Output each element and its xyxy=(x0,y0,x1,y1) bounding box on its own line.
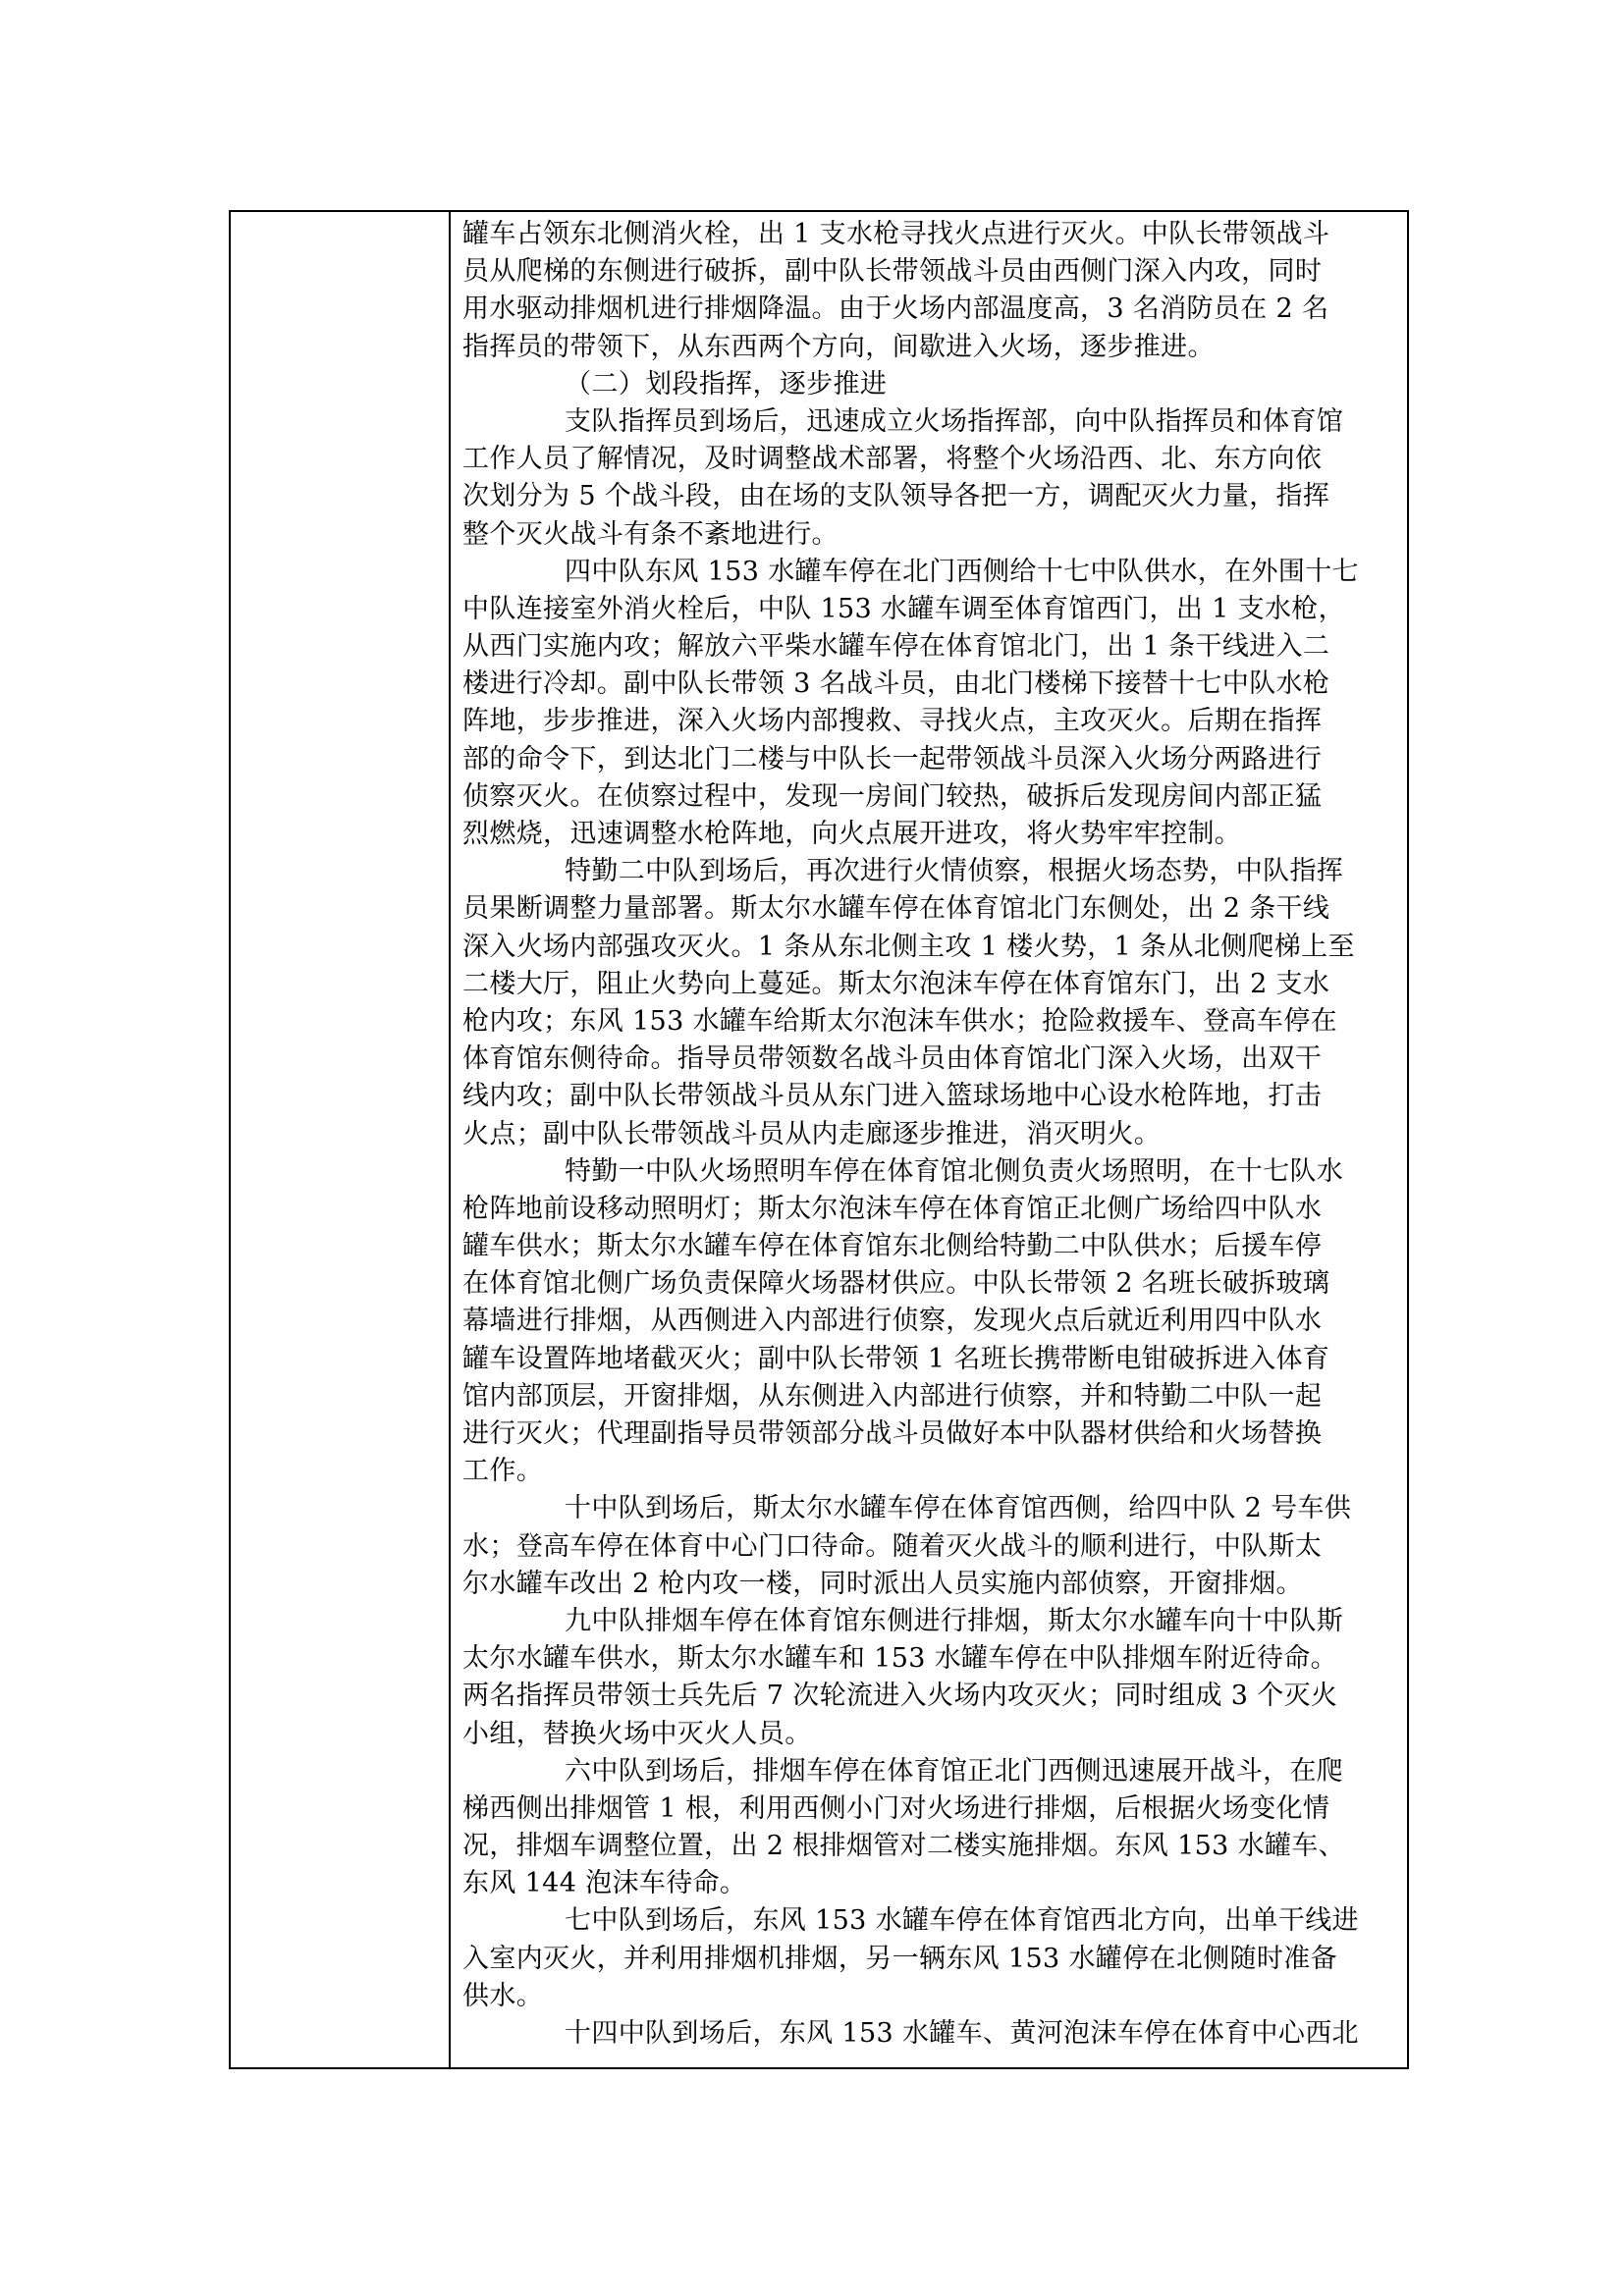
paragraph-first-line: 六中队到场后，排烟车停在体育馆正北门西侧迅速展开战斗，在爬 xyxy=(565,1755,1344,1787)
text-line: 烈燃烧，迅速调整水枪阵地，向火点展开进攻，将火势牢牢控制。 xyxy=(462,819,1242,849)
text-line: 供水。 xyxy=(462,1980,544,2011)
text-line: 东风 144 泡沫车待命。 xyxy=(462,1868,747,1899)
text-line: 整个灭火战斗有条不紊地进行。 xyxy=(462,518,839,550)
text-line: 体育馆东侧待命。指导员带领数名战斗员由体育馆北门深入火场，出双干 xyxy=(462,1043,1323,1075)
text-line: 馆内部顶层，开窗排烟，从东侧进入内部进行侦察，并和特勤二中队一起 xyxy=(462,1380,1323,1412)
text-line: 楼进行冷却。副中队长带领 3 名战斗员，由北门楼梯下接替十七中队水枪 xyxy=(462,668,1330,700)
text-line: 二楼大厅，阻止火势向上蔓延。斯太尔泡沫车停在体育馆东门，出 2 支水 xyxy=(462,968,1330,999)
text-line: 入室内灭火，并利用排烟机排烟，另一辆东风 153 水罐停在北侧随时准备 xyxy=(462,1943,1337,1974)
text-line: 罐车供水；斯太尔水罐车停在体育馆东北侧给特勤二中队供水；后援车停 xyxy=(462,1231,1323,1262)
text-line: 次划分为 5 个战斗段，由在场的支队领导各把一方，调配灭火力量，指挥 xyxy=(462,481,1330,512)
content-table xyxy=(229,210,1409,2069)
text-line: 指挥员的带领下，从东西两个方向，间歇进入火场，逐步推进。 xyxy=(462,331,1215,362)
text-line: 部的命令下，到达北门二楼与中队长一起带领战斗员深入火场分两路进行 xyxy=(462,743,1323,774)
paragraph-first-line: 十中队到场后，斯太尔水罐车停在体育馆西侧，给四中队 2 号车供 xyxy=(565,1493,1352,1524)
text-line: 枪阵地前设移动照明灯；斯太尔泡沫车停在体育馆正北侧广场给四中队水 xyxy=(462,1193,1323,1224)
section-heading: （二）划段指挥，逐步推进 xyxy=(565,368,888,400)
text-line: 太尔水罐车供水，斯太尔水罐车和 153 水罐车停在中队排烟车附近待命。 xyxy=(462,1643,1337,1675)
paragraph-first-line: 四中队东风 153 水罐车停在北门西侧给十七中队供水，在外围十七 xyxy=(565,556,1359,587)
text-line: 尔水罐车改出 2 枪内攻一楼，同时派出人员实施内部侦察，开窗排烟。 xyxy=(462,1568,1303,1599)
paragraph-first-line: 九中队排烟车停在体育馆东侧进行排烟，斯太尔水罐车向十中队斯 xyxy=(565,1605,1344,1636)
paragraph-first-line: 特勤一中队火场照明车停在体育馆北侧负责火场照明，在十七队水 xyxy=(565,1155,1344,1187)
text-line: 在体育馆北侧广场负责保障火场器材供应。中队长带领 2 名班长破拆玻璃 xyxy=(462,1268,1330,1300)
text-line: 工作人员了解情况，及时调整战术部署，将整个火场沿西、北、东方向依 xyxy=(462,444,1323,475)
text-line: 进行灭火；代理副指导员带领部分战斗员做好本中队器材供给和火场替换 xyxy=(462,1418,1323,1449)
text-line: 水；登高车停在体育中心门口待命。随着灭火战斗的顺利进行，中队斯太 xyxy=(462,1530,1323,1562)
text-line: 员从爬梯的东侧进行破拆，副中队长带领战斗员由西侧门深入内攻，同时 xyxy=(462,256,1323,288)
text-line: 中队连接室外消火栓后，中队 153 水罐车调至体育馆西门，出 1 支水枪， xyxy=(462,593,1345,624)
text-line: 枪内攻；东风 153 水罐车给斯太尔泡沫车供水；抢险救援车、登高车停在 xyxy=(462,1005,1337,1037)
text-line: 小组，替换火场中灭火人员。 xyxy=(462,1718,812,1749)
paragraph-first-line: 支队指挥员到场后，迅速成立火场指挥部，向中队指挥员和体育馆 xyxy=(565,405,1344,437)
text-line: 火点；副中队长带领战斗员从内走廊逐步推进，消灭明火。 xyxy=(462,1118,1162,1149)
text-line: 侦察灭火。在侦察过程中，发现一房间门较热，破拆后发现房间内部正猛 xyxy=(462,780,1323,812)
text-line: 线内攻；副中队长带领战斗员从东门进入篮球场地中心设水枪阵地，打击 xyxy=(462,1081,1323,1112)
table-right-column xyxy=(451,212,1407,2067)
text-line: 两名指挥员带领士兵先后 7 次轮流进入火场内攻灭火；同时组成 3 个灭火 xyxy=(462,1681,1338,1712)
text-line: 罐车设置阵地堵截灭火；副中队长带领 1 名班长携带断电钳破拆进入体育 xyxy=(462,1343,1330,1374)
text-line: 罐车占领东北侧消火栓，出 1 支水枪寻找火点进行灭火。中队长带领战斗 xyxy=(462,219,1330,249)
table-left-column xyxy=(231,212,451,2067)
text-line: 员果断调整力量部署。斯太尔水罐车停在体育馆北门东侧处，出 2 条干线 xyxy=(462,893,1330,925)
paragraph-first-line: 七中队到场后，东风 153 水罐车停在体育馆西北方向，出单干线进 xyxy=(565,1905,1359,1937)
text-line: 梯西侧出排烟管 1 根，利用西侧小门对火场进行排烟，后根据火场变化情 xyxy=(462,1792,1330,1824)
text-line: 况，排烟车调整位置，出 2 根排烟管对二楼实施排烟。东风 153 水罐车、 xyxy=(462,1831,1345,1862)
text-line: 用水驱动排烟机进行排烟降温。由于火场内部温度高，3 名消防员在 2 名 xyxy=(462,294,1329,325)
paragraph-first-line: 十四中队到场后，东风 153 水罐车、黄河泡沫车停在体育中心西北 xyxy=(565,2018,1359,2049)
text-line: 阵地，步步推进，深入火场内部搜救、寻找火点，主攻灭火。后期在指挥 xyxy=(462,706,1323,737)
text-line: 深入火场内部强攻灭火。1 条从东北侧主攻 1 楼火势，1 条从北侧爬梯上至 xyxy=(462,931,1355,962)
text-line: 从西门实施内攻；解放六平柴水罐车停在体育馆北门，出 1 条干线进入二 xyxy=(462,631,1330,663)
text-line: 工作。 xyxy=(462,1456,544,1487)
paragraph-first-line: 特勤二中队到场后，再次进行火情侦察，根据火场态势，中队指挥 xyxy=(565,856,1344,887)
text-line: 幕墙进行排烟，从西侧进入内部进行侦察，发现火点后就近利用四中队水 xyxy=(462,1306,1323,1337)
